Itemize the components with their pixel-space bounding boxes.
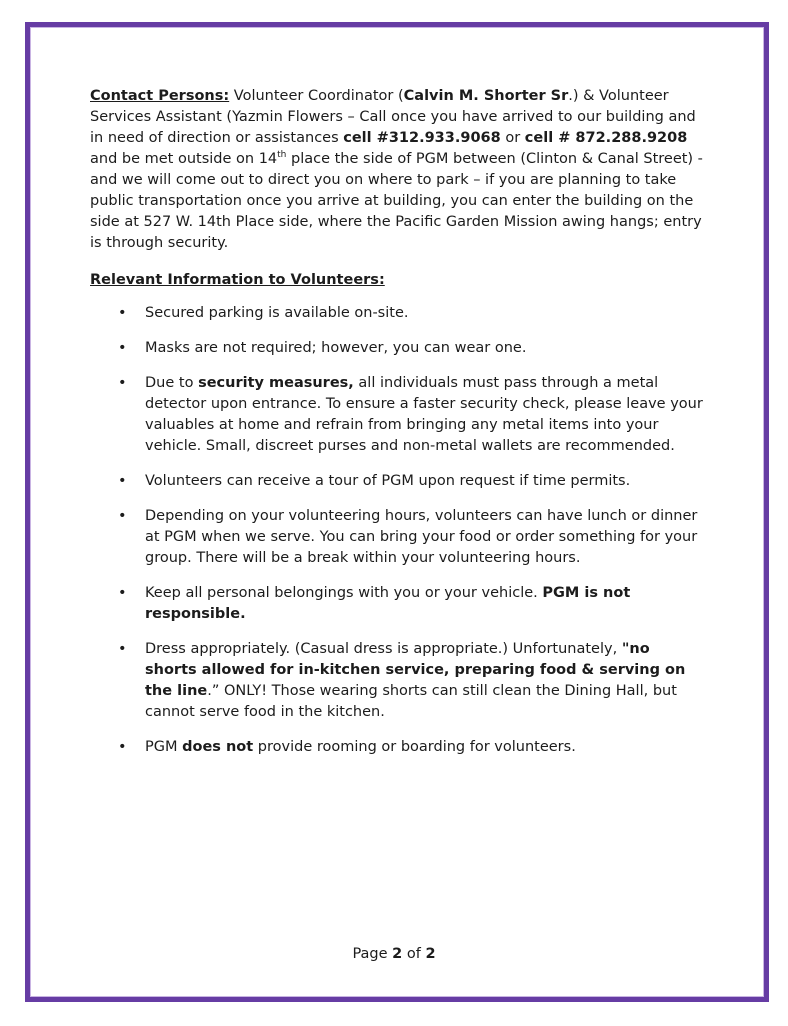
section-heading: Relevant Information to Volunteers:	[90, 272, 385, 288]
list-item: • Secured parking is available on-site.	[145, 303, 706, 324]
list-item: • PGM does not provide rooming or boarding for volunteers.	[145, 737, 706, 758]
list-item: • Dress appropriately. (Casual dress is appropriate.) Unfortunately, "no shorts allowed for in-kitchen service, preparing food & serving on the line.” ONLY! Those wearing shorts can still clean the Dining Hall, but cannot serve food in the kitchen.	[145, 639, 706, 723]
page-number-text: Page 2 of 2	[352, 946, 436, 962]
document-content	[90, 86, 706, 772]
list-item: • Due to security measures, all individuals must pass through a metal detector upon entrance. To ensure a faster security check, please leave your valuables at home and refrain from bringing any metal items into your vehicle. Small, discreet purses and non-metal wallets are recommended.	[145, 373, 706, 457]
list-item: • Masks are not required; however, you can wear one.	[145, 338, 706, 359]
contact-persons-paragraph: Contact Persons: Volunteer Coordinator (Calvin M. Shorter Sr.) & Volunteer Services Assistant (Yazmin Flowers – Call once you have arrived to our building and in need of direction or assistances cell #312.933.9068 or cell # 872.288.9208 and be met outside on 14th place the side of PGM between (Clinton & Canal Street) - and we will come out to direct you on where to park – if you are planning to take public transportation once you arrive at building, you can enter the building on the side at 527 W. 14th Place side, where the Pacific Garden Mission awing hangs; entry is through security.	[90, 88, 703, 251]
list-item: • Keep all personal belongings with you or your vehicle. PGM is not responsible.	[145, 583, 706, 625]
page-footer	[0, 944, 788, 965]
list-item: • Depending on your volunteering hours, volunteers can have lunch or dinner at PGM when we serve. You can bring your food or order something for your group. There will be a break within your volunteering hours.	[145, 506, 706, 569]
list-item: • Volunteers can receive a tour of PGM upon request if time permits.	[145, 471, 706, 492]
volunteer-info-list	[145, 303, 706, 758]
